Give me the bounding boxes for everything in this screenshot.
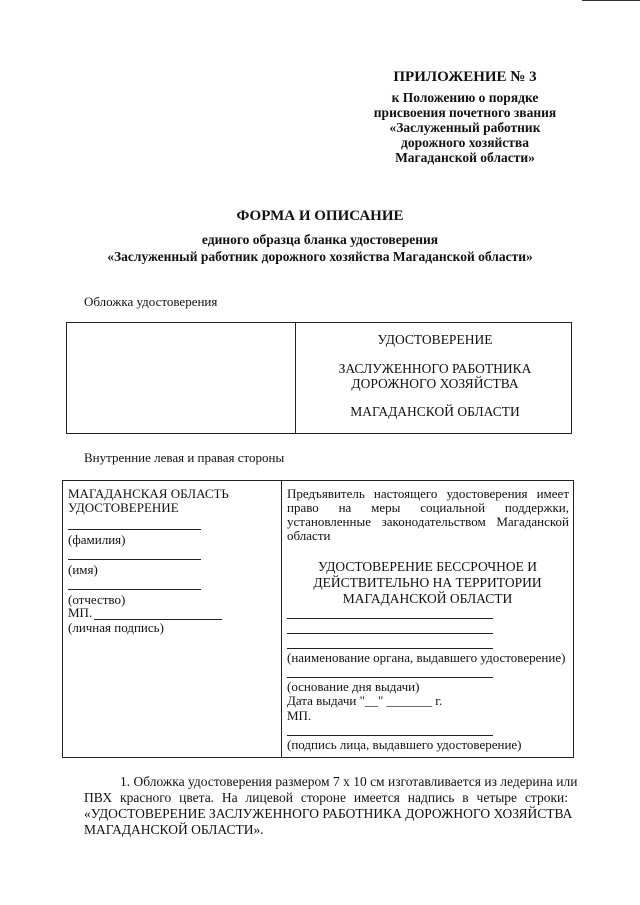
organ-line-1 [287, 618, 493, 619]
patronymic-caption: (отчество) [68, 592, 126, 607]
appendix-line-2: присвоения почетного звания [373, 105, 557, 120]
cover-line-3: ДОРОЖНОГО ХОЗЯЙСТВА [351, 376, 519, 391]
appendix-line-3: «Заслуженный работник [389, 120, 541, 135]
left-mp: МП. [68, 605, 93, 620]
organ-caption: (наименование органа, выдавшего удостоверение) [287, 650, 566, 665]
right-text-line-4: области [287, 528, 331, 543]
name-line [68, 559, 201, 560]
description-paragraph [84, 774, 578, 838]
form-subtitle-1: единого образца бланка удостоверения [201, 232, 439, 247]
issue-date: Дата выдачи "__" _______ г. [287, 693, 443, 708]
signer-line [287, 735, 493, 736]
scan-edge-line [582, 0, 640, 1]
cover-divider [295, 323, 296, 433]
inner-divider [281, 481, 282, 757]
basis-caption: (основание дня выдачи) [287, 679, 420, 694]
organ-line-2 [287, 633, 493, 634]
right-mp: МП. [287, 708, 312, 723]
paragraph-line-1: 1. Обложка удостоверения размером 7 х 10 см изготавливается из ледерина или [120, 774, 578, 789]
cover-line-1: УДОСТОВЕРЕНИЕ [377, 332, 493, 347]
name-caption: (имя) [68, 562, 98, 577]
inner-box [62, 480, 574, 758]
form-subtitle-2: «Заслуженный работник дорожного хозяйства Магаданской области» [107, 249, 533, 264]
cover-box [66, 322, 572, 434]
signer-caption: (подпись лица, выдавшего удостоверение) [287, 737, 522, 752]
right-text-line-3: установленные законодательством Магаданской [287, 514, 569, 529]
paragraph-line-2: ПВХ красного цвета. На лицевой стороне имеется надпись в четыре строки: [84, 790, 568, 805]
appendix-line-5: Магаданской области» [395, 150, 535, 165]
basis-line [287, 677, 493, 678]
form-title: ФОРМА И ОПИСАНИЕ [236, 208, 404, 224]
appendix-block [330, 70, 600, 165]
inner-label: Внутренние левая и правая стороны [84, 450, 285, 465]
signature-caption: (личная подпись) [68, 620, 164, 635]
right-text-line-2: право на меры социальной поддержки, [287, 500, 569, 515]
appendix-line-1: к Положению о порядке [391, 90, 539, 105]
cover-line-2: ЗАСЛУЖЕННОГО РАБОТНИКА [338, 361, 532, 376]
left-region: МАГАДАНСКАЯ ОБЛАСТЬ [68, 486, 229, 501]
validity-line-3: МАГАДАНСКОЙ ОБЛАСТИ [342, 591, 513, 606]
cover-label: Обложка удостоверения [84, 294, 218, 309]
patronymic-line [68, 589, 201, 590]
cover-line-4: МАГАДАНСКОЙ ОБЛАСТИ [350, 404, 520, 419]
organ-line-3 [287, 648, 493, 649]
validity-line-2: ДЕЙСТВИТЕЛЬНО НА ТЕРРИТОРИИ [313, 575, 542, 590]
appendix-title: ПРИЛОЖЕНИЕ № 3 [393, 69, 537, 85]
surname-line [68, 529, 201, 530]
appendix-line-4: дорожного хозяйства [401, 135, 529, 150]
right-text-line-1: Предъявитель настоящего удостоверения имеет [287, 486, 569, 501]
left-doc-title: УДОСТОВЕРЕНИЕ [68, 500, 179, 515]
paragraph-line-4: МАГАДАНСКОЙ ОБЛАСТИ». [84, 822, 264, 837]
surname-caption: (фамилия) [68, 532, 126, 547]
paragraph-line-3: «УДОСТОВЕРЕНИЕ ЗАСЛУЖЕННОГО РАБОТНИКА ДОРОЖНОГО ХОЗЯЙСТВА [84, 806, 573, 821]
validity-line-1: УДОСТОВЕРЕНИЕ БЕССРОЧНОЕ И [318, 559, 537, 574]
